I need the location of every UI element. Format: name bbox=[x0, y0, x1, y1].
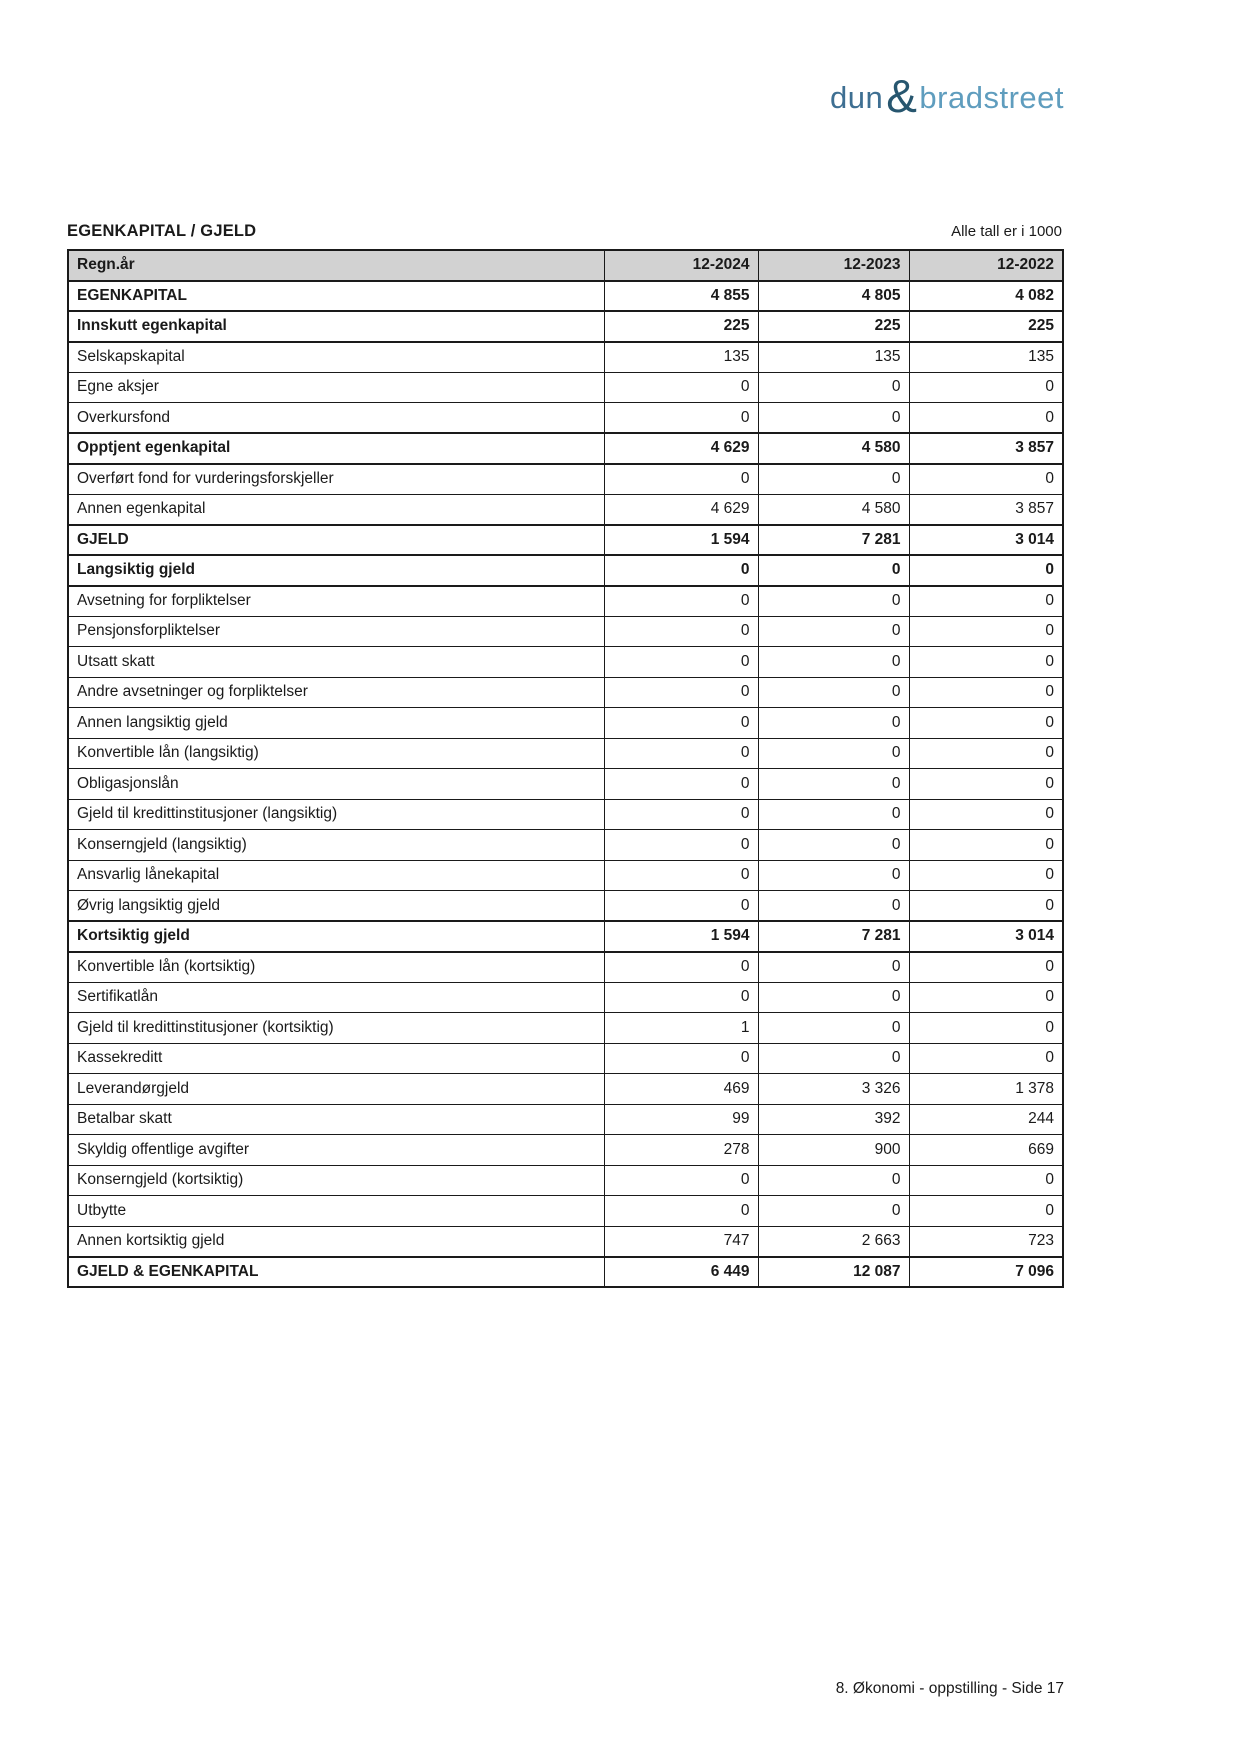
row-value: 1 594 bbox=[604, 921, 758, 952]
row-value: 7 281 bbox=[758, 525, 909, 556]
row-value: 0 bbox=[909, 464, 1063, 495]
row-value: 0 bbox=[758, 555, 909, 586]
table-header-row bbox=[68, 250, 1063, 281]
row-value: 0 bbox=[909, 952, 1063, 983]
row-value: 0 bbox=[758, 860, 909, 891]
table-row bbox=[68, 342, 1063, 373]
row-value: 0 bbox=[758, 1165, 909, 1196]
table-row bbox=[68, 433, 1063, 464]
table-row bbox=[68, 525, 1063, 556]
row-label: Kortsiktig gjeld bbox=[68, 921, 604, 952]
row-value: 3 326 bbox=[758, 1074, 909, 1105]
row-value: 225 bbox=[604, 311, 758, 342]
row-value: 0 bbox=[604, 616, 758, 647]
row-value: 469 bbox=[604, 1074, 758, 1105]
row-value: 3 014 bbox=[909, 525, 1063, 556]
table-row bbox=[68, 921, 1063, 952]
table-row bbox=[68, 403, 1063, 434]
row-value: 0 bbox=[909, 403, 1063, 434]
table-row bbox=[68, 311, 1063, 342]
units-note: Alle tall er i 1000 bbox=[951, 223, 1062, 240]
row-value: 0 bbox=[909, 1196, 1063, 1227]
table-body bbox=[68, 281, 1063, 1288]
row-value: 0 bbox=[909, 769, 1063, 800]
row-label: Konserngjeld (kortsiktig) bbox=[68, 1165, 604, 1196]
row-value: 4 580 bbox=[758, 433, 909, 464]
table-row bbox=[68, 1043, 1063, 1074]
row-value: 1 bbox=[604, 1013, 758, 1044]
section-title: EGENKAPITAL / GJELD bbox=[67, 222, 257, 240]
row-value: 0 bbox=[758, 372, 909, 403]
row-value: 4 805 bbox=[758, 281, 909, 312]
row-label: Betalbar skatt bbox=[68, 1104, 604, 1135]
row-label: Opptjent egenkapital bbox=[68, 433, 604, 464]
row-value: 2 663 bbox=[758, 1226, 909, 1257]
table-row bbox=[68, 860, 1063, 891]
row-value: 0 bbox=[758, 1013, 909, 1044]
row-label: Sertifikatlån bbox=[68, 982, 604, 1013]
row-value: 0 bbox=[909, 1013, 1063, 1044]
table-row bbox=[68, 1226, 1063, 1257]
table-row bbox=[68, 1135, 1063, 1166]
row-value: 0 bbox=[758, 616, 909, 647]
table-row bbox=[68, 1165, 1063, 1196]
row-value: 723 bbox=[909, 1226, 1063, 1257]
row-value: 4 082 bbox=[909, 281, 1063, 312]
row-label: Overkursfond bbox=[68, 403, 604, 434]
row-value: 0 bbox=[758, 738, 909, 769]
row-value: 0 bbox=[909, 1043, 1063, 1074]
row-value: 1 594 bbox=[604, 525, 758, 556]
row-value: 4 580 bbox=[758, 494, 909, 525]
row-value: 4 629 bbox=[604, 494, 758, 525]
table-row bbox=[68, 799, 1063, 830]
row-label: Pensjonsforpliktelser bbox=[68, 616, 604, 647]
row-value: 135 bbox=[909, 342, 1063, 373]
row-value: 12 087 bbox=[758, 1257, 909, 1288]
logo-text-bradstreet: bradstreet bbox=[919, 79, 1064, 115]
row-value: 278 bbox=[604, 1135, 758, 1166]
row-value: 0 bbox=[909, 1165, 1063, 1196]
row-label: Selskapskapital bbox=[68, 342, 604, 373]
row-label: Egne aksjer bbox=[68, 372, 604, 403]
row-label: Konserngjeld (langsiktig) bbox=[68, 830, 604, 861]
row-label: Ansvarlig lånekapital bbox=[68, 860, 604, 891]
row-label: EGENKAPITAL bbox=[68, 281, 604, 312]
row-value: 135 bbox=[758, 342, 909, 373]
row-label: Utbytte bbox=[68, 1196, 604, 1227]
row-value: 0 bbox=[604, 1165, 758, 1196]
row-value: 225 bbox=[758, 311, 909, 342]
table-row bbox=[68, 555, 1063, 586]
row-label: Kassekreditt bbox=[68, 1043, 604, 1074]
row-value: 0 bbox=[758, 982, 909, 1013]
row-value: 4 629 bbox=[604, 433, 758, 464]
row-value: 0 bbox=[604, 403, 758, 434]
row-value: 0 bbox=[604, 982, 758, 1013]
row-label: GJELD & EGENKAPITAL bbox=[68, 1257, 604, 1288]
row-value: 0 bbox=[604, 952, 758, 983]
logo-ampersand-icon: & bbox=[886, 70, 918, 122]
balance-sheet-table bbox=[67, 249, 1064, 1288]
row-value: 0 bbox=[604, 891, 758, 922]
table-row bbox=[68, 738, 1063, 769]
row-value: 0 bbox=[758, 708, 909, 739]
row-value: 0 bbox=[909, 799, 1063, 830]
table-row bbox=[68, 1104, 1063, 1135]
row-value: 0 bbox=[604, 860, 758, 891]
row-value: 0 bbox=[758, 769, 909, 800]
row-value: 0 bbox=[758, 403, 909, 434]
row-label: Avsetning for forpliktelser bbox=[68, 586, 604, 617]
row-value: 0 bbox=[909, 830, 1063, 861]
row-value: 0 bbox=[909, 860, 1063, 891]
row-value: 0 bbox=[758, 1043, 909, 1074]
column-header-12-2022: 12-2022 bbox=[909, 250, 1063, 281]
row-value: 0 bbox=[909, 982, 1063, 1013]
row-label: Utsatt skatt bbox=[68, 647, 604, 678]
row-value: 0 bbox=[604, 647, 758, 678]
row-value: 3 014 bbox=[909, 921, 1063, 952]
row-value: 3 857 bbox=[909, 433, 1063, 464]
table-row bbox=[68, 677, 1063, 708]
table-row bbox=[68, 769, 1063, 800]
row-value: 0 bbox=[758, 677, 909, 708]
page-footer: 8. Økonomi - oppstilling - Side 17 bbox=[835, 1680, 1064, 1697]
table-row bbox=[68, 1196, 1063, 1227]
row-label: Innskutt egenkapital bbox=[68, 311, 604, 342]
row-value: 0 bbox=[604, 799, 758, 830]
row-label: Konvertible lån (langsiktig) bbox=[68, 738, 604, 769]
table-row bbox=[68, 281, 1063, 312]
row-label: Skyldig offentlige avgifter bbox=[68, 1135, 604, 1166]
row-value: 0 bbox=[604, 372, 758, 403]
table-row bbox=[68, 616, 1063, 647]
row-value: 0 bbox=[909, 677, 1063, 708]
row-value: 0 bbox=[758, 952, 909, 983]
row-label: Annen kortsiktig gjeld bbox=[68, 1226, 604, 1257]
report-section bbox=[67, 222, 1062, 1288]
table-row bbox=[68, 464, 1063, 495]
row-label: GJELD bbox=[68, 525, 604, 556]
row-value: 0 bbox=[604, 586, 758, 617]
row-label: Annen langsiktig gjeld bbox=[68, 708, 604, 739]
table-row bbox=[68, 586, 1063, 617]
row-value: 0 bbox=[604, 1043, 758, 1074]
column-header-12-2023: 12-2023 bbox=[758, 250, 909, 281]
row-value: 0 bbox=[758, 830, 909, 861]
row-value: 0 bbox=[604, 708, 758, 739]
table-row bbox=[68, 372, 1063, 403]
table-row bbox=[68, 1074, 1063, 1105]
row-value: 0 bbox=[604, 464, 758, 495]
row-value: 0 bbox=[758, 799, 909, 830]
table-row bbox=[68, 891, 1063, 922]
row-value: 0 bbox=[604, 677, 758, 708]
dun-bradstreet-logo bbox=[830, 70, 1064, 122]
row-label: Gjeld til kredittinstitusjoner (kortsiktig) bbox=[68, 1013, 604, 1044]
row-value: 4 855 bbox=[604, 281, 758, 312]
row-value: 669 bbox=[909, 1135, 1063, 1166]
row-label: Øvrig langsiktig gjeld bbox=[68, 891, 604, 922]
row-value: 0 bbox=[758, 586, 909, 617]
table-row bbox=[68, 708, 1063, 739]
row-value: 0 bbox=[758, 464, 909, 495]
table-row bbox=[68, 1013, 1063, 1044]
row-value: 0 bbox=[604, 830, 758, 861]
column-header-12-2024: 12-2024 bbox=[604, 250, 758, 281]
table-row bbox=[68, 982, 1063, 1013]
row-value: 0 bbox=[909, 708, 1063, 739]
row-value: 0 bbox=[909, 372, 1063, 403]
row-label: Langsiktig gjeld bbox=[68, 555, 604, 586]
row-value: 6 449 bbox=[604, 1257, 758, 1288]
row-value: 0 bbox=[909, 647, 1063, 678]
table-row bbox=[68, 647, 1063, 678]
row-value: 3 857 bbox=[909, 494, 1063, 525]
row-value: 1 378 bbox=[909, 1074, 1063, 1105]
row-label: Annen egenkapital bbox=[68, 494, 604, 525]
row-value: 0 bbox=[604, 769, 758, 800]
row-value: 0 bbox=[909, 616, 1063, 647]
table-caption-row bbox=[67, 222, 1062, 241]
row-label: Gjeld til kredittinstitusjoner (langsiktig) bbox=[68, 799, 604, 830]
row-value: 225 bbox=[909, 311, 1063, 342]
row-label: Andre avsetninger og forpliktelser bbox=[68, 677, 604, 708]
row-value: 244 bbox=[909, 1104, 1063, 1135]
table-row bbox=[68, 830, 1063, 861]
row-value: 0 bbox=[604, 555, 758, 586]
column-header-regnar: Regn.år bbox=[68, 250, 604, 281]
row-label: Overført fond for vurderingsforskjeller bbox=[68, 464, 604, 495]
row-value: 0 bbox=[604, 1196, 758, 1227]
row-value: 0 bbox=[604, 738, 758, 769]
row-value: 0 bbox=[909, 555, 1063, 586]
table-row bbox=[68, 494, 1063, 525]
row-value: 135 bbox=[604, 342, 758, 373]
row-value: 900 bbox=[758, 1135, 909, 1166]
row-value: 0 bbox=[909, 891, 1063, 922]
row-value: 0 bbox=[758, 647, 909, 678]
row-value: 0 bbox=[758, 1196, 909, 1227]
row-label: Leverandørgjeld bbox=[68, 1074, 604, 1105]
row-label: Konvertible lån (kortsiktig) bbox=[68, 952, 604, 983]
row-value: 747 bbox=[604, 1226, 758, 1257]
table-row bbox=[68, 952, 1063, 983]
logo-text-dun: dun bbox=[830, 79, 884, 115]
row-value: 7 096 bbox=[909, 1257, 1063, 1288]
row-value: 0 bbox=[758, 891, 909, 922]
row-label: Obligasjonslån bbox=[68, 769, 604, 800]
row-value: 0 bbox=[909, 738, 1063, 769]
row-value: 99 bbox=[604, 1104, 758, 1135]
row-value: 7 281 bbox=[758, 921, 909, 952]
table-row bbox=[68, 1257, 1063, 1288]
row-value: 0 bbox=[909, 586, 1063, 617]
row-value: 392 bbox=[758, 1104, 909, 1135]
